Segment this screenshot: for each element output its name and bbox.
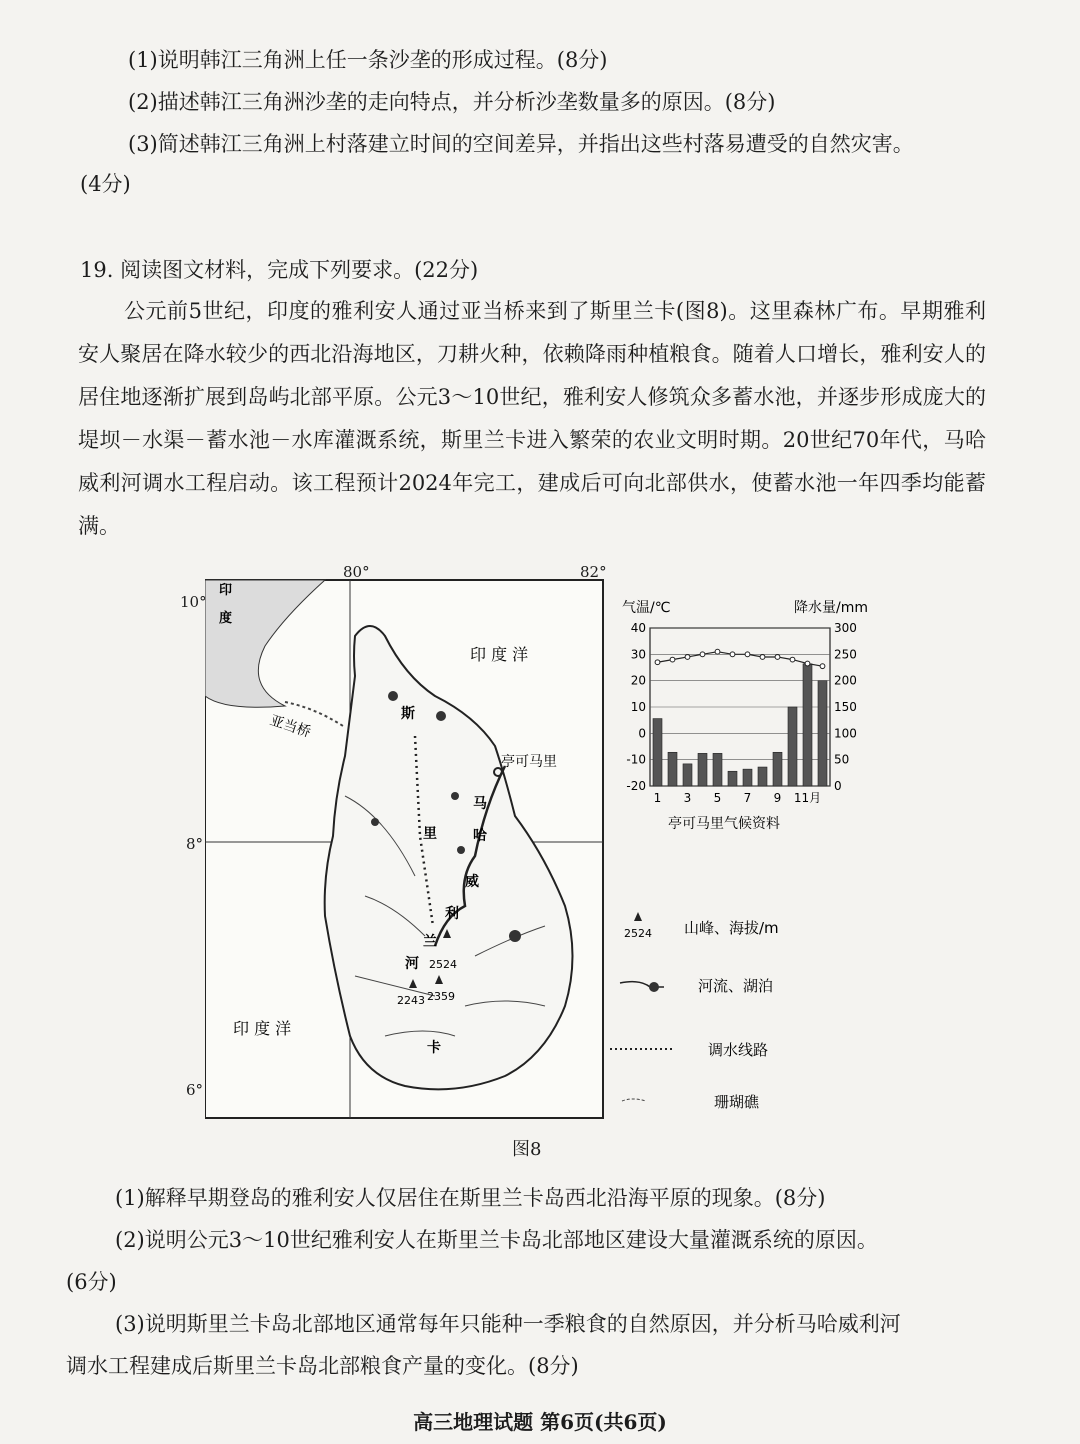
temp-tick-label: 30 (630, 647, 646, 662)
precip-bar-3 (683, 764, 692, 786)
question-18-2: (2)描述韩江三角洲沙垄的走向特点，并分析沙垄数量多的原因。(8分) (128, 90, 776, 114)
figure-caption: 图8 (512, 1139, 542, 1160)
temp-axis-title: 气温/℃ (622, 600, 671, 616)
month-label: 3 (683, 791, 692, 805)
sri-lanka-map (205, 576, 605, 1120)
precip-tick-label: 300 (834, 621, 857, 635)
legend-peak-value: 2524 (624, 927, 652, 940)
peak-label-2243: 2243 (397, 994, 425, 1007)
question-19-1: (1)解释早期登岛的雅利安人仅居住在斯里兰卡岛西北沿海平原的现象。(8分) (115, 1186, 826, 1210)
precip-tick-label: 0 (834, 779, 842, 793)
month-label: 9 (773, 791, 782, 805)
adams-bridge-label: 亚当桥 (267, 712, 313, 741)
peak-icon (634, 912, 642, 921)
temperature-point-4 (700, 652, 705, 657)
temperature-point-6 (730, 652, 735, 657)
temperature-point-3 (685, 655, 690, 660)
lat-label-10: 10° (180, 593, 207, 611)
river-char-4: 利 (445, 906, 459, 922)
peak-label-2359: 2359 (427, 990, 455, 1003)
page-footer: 高三地理试题 第6页(共6页) (413, 1410, 667, 1434)
month-label: 5 (713, 791, 722, 805)
question-18-3-score: (4分) (80, 172, 131, 196)
temperature-point-10 (790, 657, 795, 662)
temperature-point-5 (715, 649, 720, 654)
legend-route-label: 调水线路 (708, 1041, 769, 1059)
question-19-title: 19. 阅读图文材料，完成下列要求。(22分) (80, 258, 479, 282)
question-19-material: 公元前5世纪，印度的雅利安人通过亚当桥来到了斯里兰卡(图8)。这里森林广布。早期雅利安人聚居在降水较少的西北沿海地区，刀耕火种，依赖降雨种植粮食。随着人口增长，雅利安人的居住地逐渐扩展到岛屿北部平原。公元3～10世纪，雅利安人修筑众多蓄水池，并逐步形成庞大的堤坝－水渠－蓄水池－水库灌溉系统，斯里兰卡进入繁荣的农业文明时期。20世纪70年代，马哈威利河调水工程启动。该工程预计2024年完工，建成后可向北部供水，使蓄水池一年四季均能蓄满。 (78, 299, 986, 538)
precip-bar-2 (668, 752, 677, 786)
temperature-point-8 (760, 655, 765, 660)
question-18-1: (1)说明韩江三角洲上任一条沙垄的形成过程。(8分) (128, 48, 608, 72)
ocean-label-sw: 印 度 洋 (233, 1019, 292, 1038)
legend-reef-label: 珊瑚礁 (714, 1093, 760, 1111)
river-char-2: 哈 (473, 828, 487, 844)
question-19-3: (3)说明斯里兰卡岛北部地区通常每年只能种一季粮食的自然原因，并分析马哈威利河 (115, 1312, 901, 1336)
legend-peak-label: 山峰、海拔/m (684, 919, 779, 937)
month-label: 11月 (793, 791, 822, 805)
map-legend (610, 905, 840, 1115)
legend-river-label: 河流、湖泊 (698, 977, 774, 995)
coral-reef-icon (622, 1099, 646, 1101)
question-19-3-cont: 调水工程建成后斯里兰卡岛北部粮食产量的变化。(8分) (66, 1354, 579, 1378)
precip-bar-9 (773, 752, 782, 786)
ocean-label-ne: 印 度 洋 (470, 645, 529, 664)
india-label-2: 度 (219, 611, 233, 626)
temperature-point-7 (745, 652, 750, 657)
temperature-point-9 (775, 655, 780, 660)
precip-bar-8 (758, 767, 767, 786)
island-char-1: 斯 (401, 706, 415, 722)
island-char-4: 卡 (427, 1040, 441, 1056)
precip-bar-6 (728, 771, 737, 786)
lon-label-80: 80° (343, 563, 370, 581)
precip-tick-label: 150 (834, 700, 857, 714)
temp-tick-label: 20 (630, 673, 646, 688)
river-char-5: 河 (405, 956, 419, 972)
climate-chart (620, 596, 870, 836)
precip-bar-10 (788, 707, 797, 786)
precip-tick-label: 50 (834, 752, 850, 767)
lat-label-8: 8° (186, 835, 204, 853)
island-char-3: 兰 (423, 934, 437, 950)
temperature-point-2 (670, 657, 675, 662)
question-19-2: (2)说明公元3～10世纪雅利安人在斯里兰卡岛北部地区建设大量灌溉系统的原因。 (115, 1228, 878, 1252)
question-18-3: (3)简述韩江三角洲上村落建立时间的空间差异，并指出这些村落易遭受的自然灾害。 (128, 132, 914, 156)
climate-caption: 亭可马里气候资料 (668, 816, 780, 832)
precip-bar-7 (743, 769, 752, 786)
island-char-2: 里 (423, 826, 437, 842)
precip-axis-title: 降水量/mm (794, 600, 868, 616)
question-19-2-score: (6分) (66, 1270, 117, 1294)
temperature-point-11 (805, 661, 810, 666)
precip-bar-12 (818, 681, 827, 786)
river-char-3: 威 (465, 874, 479, 890)
precip-bar-11 (803, 664, 812, 786)
temperature-point-12 (820, 664, 825, 669)
temp-tick-label: -20 (626, 779, 646, 793)
lon-label-82: 82° (580, 563, 607, 581)
temp-tick-label: -10 (626, 752, 646, 767)
peak-label-2524: 2524 (429, 958, 457, 971)
temp-tick-label: 40 (630, 621, 646, 635)
temp-tick-label: 10 (630, 700, 646, 714)
temperature-point-1 (655, 660, 660, 665)
india-label-1: 印 (219, 583, 233, 598)
precip-bar-5 (713, 753, 722, 786)
temperature-line (658, 652, 823, 666)
precip-tick-label: 200 (834, 673, 857, 688)
month-label: 7 (743, 791, 752, 805)
trincomalee-label: 亭可马里 (501, 754, 557, 770)
lat-label-6: 6° (186, 1081, 204, 1099)
river-char-1: 马 (473, 796, 487, 812)
precip-bar-4 (698, 753, 707, 786)
precip-tick-label: 100 (834, 726, 857, 741)
month-label: 1 (653, 791, 662, 805)
temp-tick-label: 0 (638, 726, 646, 741)
precip-bar-1 (653, 719, 662, 786)
precip-tick-label: 250 (834, 647, 857, 662)
